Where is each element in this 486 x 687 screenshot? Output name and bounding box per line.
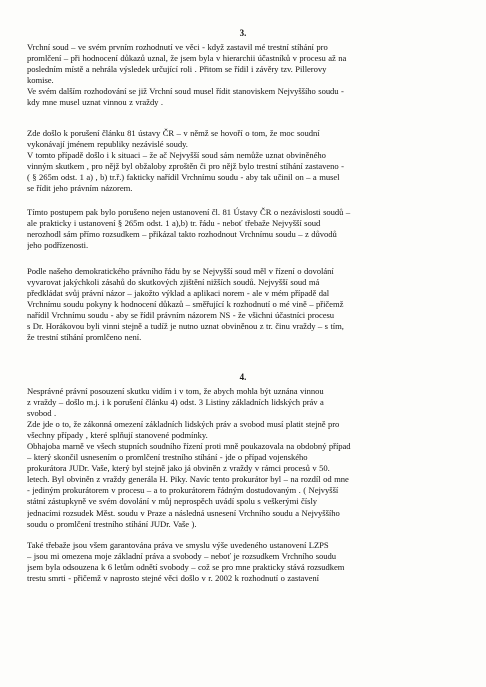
text-line: ( § 265m odst. 1 a) , b) tr.ř.) fakticky nařídil Vrchnímu soudu - aby tak učinil on – a musel xyxy=(27,172,340,183)
section-number: 3. xyxy=(239,28,247,38)
paragraph xyxy=(27,128,465,194)
paragraph xyxy=(27,207,465,251)
text-line: – který skončil usnesením o promlčení trestního stíhání - jde o případ vojenského xyxy=(27,452,308,463)
text-line: Podle našeho demokratického právního řádu by se Nejvyšší soud měl v řízení o dovolání xyxy=(27,266,334,276)
text-line: Nesprávné právní posouzení skutku vidím i v tom, že abych mohla být uznána vinnou xyxy=(27,386,324,396)
text-line: jednacími rozsudek Měst. soudu v Praze a následná usnesení Vrchního soudu a Nejvyššího xyxy=(27,507,340,518)
text-line: komise. xyxy=(27,75,54,86)
paragraph xyxy=(27,266,465,343)
paragraph xyxy=(27,86,465,108)
text-line: vyvarovat jakýchkoli zásahů do skutkových zjištění nižších soudů. Nejvyšší soud má xyxy=(27,277,320,288)
text-line: Vrchní soud – ve svém prvním rozhodnutí ve věci - když zastavil mé trestní stíhání pro xyxy=(27,42,328,52)
text-line: – jsou mi omezena moje základní práva a svobody – neboť je rozsudkem Vrchního soudu xyxy=(27,551,336,562)
text-line: s Dr. Horákovou byli vinni stejně a tudíž je nutno uznat obviněnou z tr. činu vraždy – s tím, xyxy=(27,321,344,332)
text-line: státní zástupkyně ve svém dovolání v můj neprospěch uvádí spolu s veškerými čísly xyxy=(27,496,318,507)
text-line: promlčení – při hodnocení důkazů uznal, že jsem byla v hierarchii účastníků v procesu až na xyxy=(27,53,347,64)
text-line: Vrchnímu soudu pokyny k hodnocení důkazů – směřující k rozhodnutí o mé vině – přičemž xyxy=(27,299,344,310)
text-line: Tímto postupem pak bylo porušeno nejen ustanovení čl. 81 Ústavy ČR o nezávislosti soudů – xyxy=(27,207,351,217)
section-number: 4. xyxy=(239,372,247,382)
paragraph xyxy=(27,42,465,86)
text-line: V tomto případě došlo i k situaci – že ač Nejvyšší soud sám nemůže uznat obviněného xyxy=(27,150,326,161)
text-line: že trestní stíhání promlčeno není. xyxy=(27,332,142,343)
text-line: trestu smrti - přičemž v naprosto stejné věci došlo v r. 2002 k rozhodnutí o zastavení xyxy=(27,573,319,584)
text-line: ale prakticky i ustanovení § 265m odst. 1 a),b) tr. řádu - neboť třebaže Nejvyšší soud xyxy=(27,218,321,229)
text-line: vinným skutkem , pro nějž byl obžaloby zproštěn či pro nějž bylo trestní stíhání zastaveno - xyxy=(27,161,344,172)
text-line: jsem byla odsouzena k 6 letům odnětí svobody – což se pro mne prakticky stává rozsudkem xyxy=(27,562,345,573)
text-line: vykonávají jménem republiky nezávislé soudy. xyxy=(27,139,188,150)
text-line: kdy mne musel uznat vinnou z vraždy . xyxy=(27,97,164,108)
text-line: Obhajoba marně ve všech stupních soudního řízení proti mně poukazovala na obdobný případ xyxy=(27,441,351,452)
text-line: nařídil Vrchnímu soudu - aby se řídil právním názorem NS - že všichni účastníci procesu xyxy=(27,310,335,321)
text-line: posledním místě a nehrála výsledek určující roli . Přitom se řídil i závěry tzv. Pillerovy xyxy=(27,64,327,75)
text-line: nerozhodl sám přímo rozsudkem – přikázal takto rozhodnout Vrchnímu soudu – z důvodů xyxy=(27,229,337,240)
text-line: Také třebaže jsou všem garantována práva ve smyslu výše uvedeného ustanovení LZPS xyxy=(27,540,329,550)
text-line: Zde došlo k porušení článku 81 ústavy ČR – v němž se hovoří o tom, že moc soudní xyxy=(27,128,320,138)
text-line: z vraždy – došlo m.j. i k porušení článku 4) odst. 3 Listiny základních lidských práv a xyxy=(27,397,324,408)
paragraph xyxy=(27,386,465,530)
text-line: předkládat svůj právní názor – jakožto výklad a aplikaci norem - ale v mém případě dal xyxy=(27,288,330,299)
text-line: svobod . xyxy=(27,408,57,419)
text-line: prokurátora JUDr. Vaše, který byl stejně jako já obviněn z vraždy v rámci procesů v 50. xyxy=(27,463,330,474)
paragraph xyxy=(27,540,465,584)
text-line: se řídit jeho právním názorem. xyxy=(27,183,133,194)
text-line: všechny případy , které splňují stanovené podmínky. xyxy=(27,430,208,441)
text-line: Zde jde o to, že zákonná omezení základních lidských práv a svobod musí platit stejně pro xyxy=(27,419,340,430)
text-line: - jediným prokurátorem v procesu – a to prokurátorem řádným dostudovaným . ( Nejvyšší xyxy=(27,485,339,496)
text-line: letech. Byl obviněn z vraždy generála H. Piky. Navíc tento prokurátor byl – na rozdíl od mne xyxy=(27,474,349,485)
text-line: Ve svém dalším rozhodování se již Vrchní soud musel řídit stanoviskem Nejvyššího soudu - xyxy=(27,86,344,96)
text-line: jeho podřízenosti. xyxy=(27,240,89,251)
text-line: soudu o promlčení trestního stíhání JUDr. Vaše ). xyxy=(27,518,197,529)
